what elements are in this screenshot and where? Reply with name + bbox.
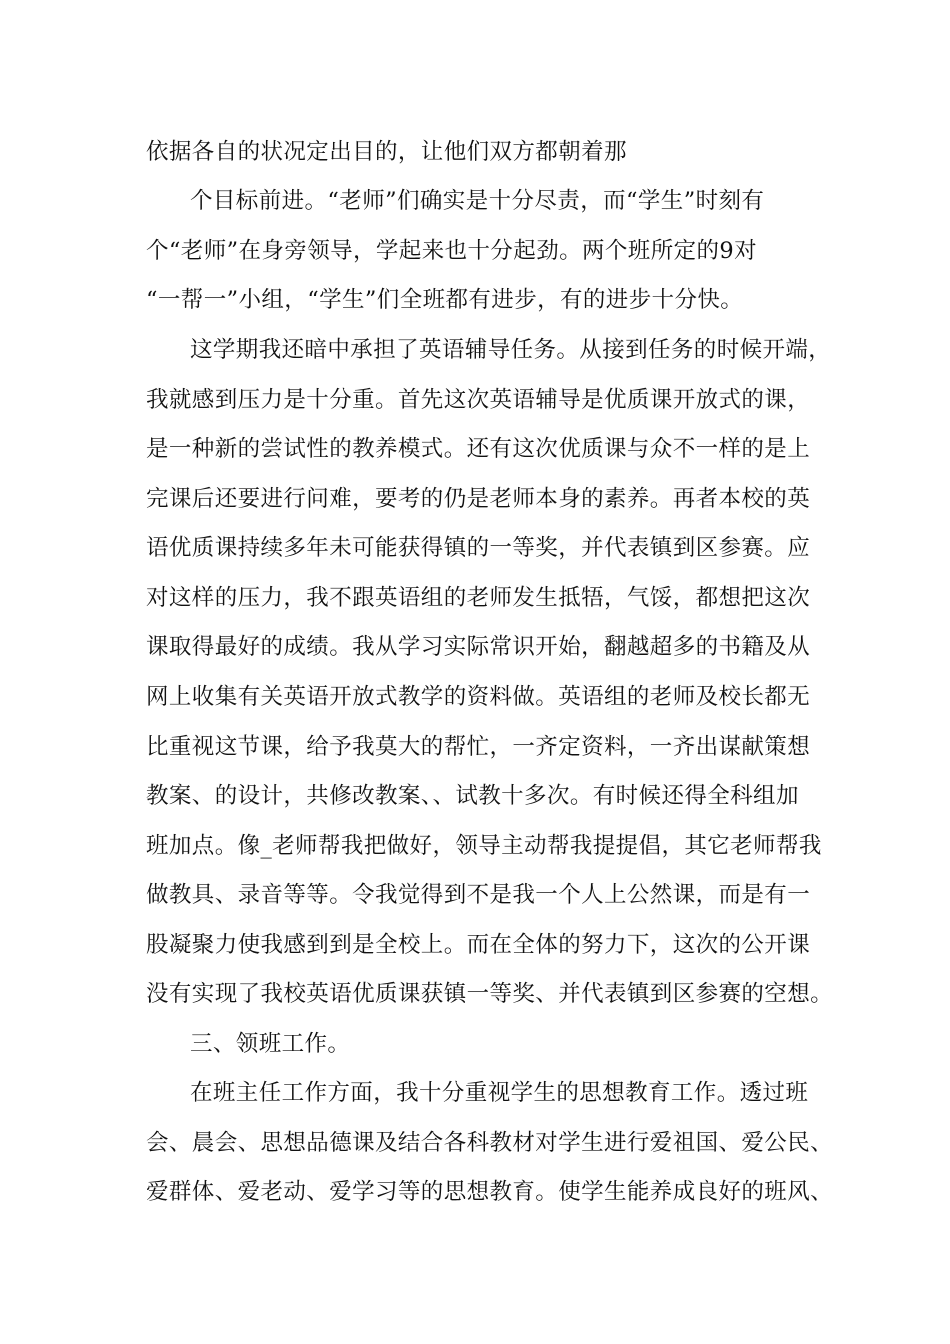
text-line: 在班主任工作方面，我十分重视学生的思想教育工作。透过班	[190, 1080, 809, 1106]
text-line: 教案、的设计，共修改教案、、试教十多次。有时候还得全科组加	[146, 783, 799, 809]
text-line: 这学期我还暗中承担了英语辅导任务。从接到任务的时候开端，	[190, 337, 832, 363]
text-line: 股凝聚力使我感到到是全校上。而在全体的努力下，这次的公开课	[146, 932, 811, 958]
text-line: 完课后还要进行问难，要考的仍是老师本身的素养。再者本校的英	[146, 486, 811, 512]
text-line: 比重视这节课，给予我莫大的帮忙，一齐定资料，一齐出谋献策想	[146, 734, 811, 760]
text-line: 会、晨会、思想品德课及结合各科教材对学生进行爱祖国、爱公民、	[146, 1130, 834, 1156]
text-line: 我就感到压力是十分重。首先这次英语辅导是优质课开放式的课，	[146, 387, 811, 413]
text-line: 是一种新的尝试性的教养模式。还有这次优质课与众不一样的是上	[146, 436, 811, 462]
section-heading: 三、领班工作。	[190, 1031, 351, 1057]
text-line: 依据各自的状况定出目的，让他们双方都朝着那	[146, 139, 627, 165]
text-line: 爱群体、爱老动、爱学习等的思想教育。使学生能养成良好的班风、	[146, 1179, 834, 1205]
text-line: 语优质课持续多年未可能获得镇的一等奖，并代表镇到区参赛。应	[146, 535, 811, 561]
text-line: 网上收集有关英语开放式教学的资料做。英语组的老师及校长都无	[146, 684, 811, 710]
text-line: 做教具、录音等等。令我觉得到不是我一个人上公然课，而是有一	[146, 882, 811, 908]
text-line: 对这样的压力，我不跟英语组的老师发生抵牾，气馁，都想把这次	[146, 585, 811, 611]
text-line: 没有实现了我校英语优质课获镇一等奖、并代表镇到区参赛的空想。	[146, 981, 834, 1007]
text-line: 个“老师”在身旁领导，学起来也十分起劲。两个班所定的9对	[146, 238, 758, 264]
text-line: 班加点。像_老师帮我把做好，领导主动帮我提提倡，其它老师帮我	[146, 833, 822, 859]
text-line: 课取得最好的成绩。我从学习实际常识开始，翻越超多的书籍及从	[146, 634, 811, 660]
text-line: 个目标前进。“老师”们确实是十分尽责，而“学生”时刻有	[190, 188, 765, 214]
text-line: “一帮一”小组，“学生”们全班都有进步，有的进步十分快。	[146, 287, 744, 313]
